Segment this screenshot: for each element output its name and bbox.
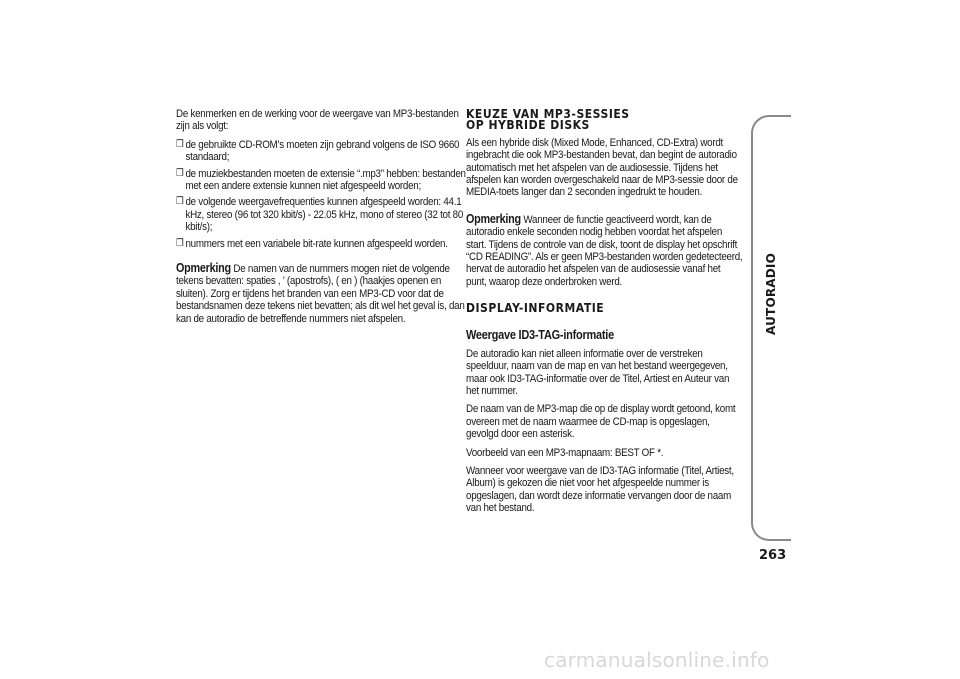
note-text: De namen van de nummers mogen niet de volgende tekens bevatten: spaties , ' (apostrofs), ( en ) (haakjes openen en sluiten). Zorg er tijdens het branden van een MP3-CD voor dat de bestandsnamen deze tekens niet bevatten; als dit wel het geval is, dan kan de autoradio de betreffende nummers niet afspelen. <box>176 263 465 325</box>
page-number: 263 <box>759 548 787 563</box>
heading-line-2: OP HYBRIDE DISKS <box>466 117 590 133</box>
watermark: carmanualsonline.info <box>544 648 770 672</box>
checkbox-bullet-icon: ❒ <box>176 237 184 249</box>
section-tab-label: AUTORADIO <box>764 252 778 335</box>
list-item-text: nummers met een variabele bit-rate kunnen afgespeeld worden. <box>185 237 448 250</box>
paragraph-id3-info: De autoradio kan niet alleen informatie over de verstreken speelduur, naam van de map en van het bestand weergegeven, maar ook ID3-TAG-informatie over de Titel, Artiest en Auteur van het nummer. <box>466 347 730 397</box>
note-lead: Opmerking <box>466 211 521 226</box>
checkbox-bullet-icon: ❒ <box>176 167 184 179</box>
list-item <box>176 238 467 250</box>
subheading-id3-tag: Weergave ID3-TAG-informatie <box>466 326 614 342</box>
left-column <box>176 108 467 331</box>
list-item-text: de muziekbestanden moeten de extensie “.mp3” hebben: bestanden met een andere extensie kunnen niet afgespeeld worden; <box>185 167 466 193</box>
right-column <box>466 108 743 521</box>
note-lead: Opmerking <box>176 261 231 276</box>
list-item-text: de volgende weergavefrequenties kunnen afgespeeld worden: 44.1 kHz, stereo (96 tot 320 kbit/s) - 22.05 kHz, mono of stereo (32 tot 80 kbit/s); <box>185 196 464 234</box>
checkbox-bullet-icon: ❒ <box>176 196 184 208</box>
note-paragraph <box>466 213 743 288</box>
intro-paragraph: De kenmerken en de werking voor de weergave van MP3-bestanden zijn als volgt: <box>176 108 459 133</box>
list-item <box>176 196 467 233</box>
checkbox-bullet-icon: ❒ <box>176 138 184 150</box>
list-item <box>176 168 467 193</box>
heading-line-1: KEUZE VAN MP3-SESSIES <box>466 106 630 121</box>
section-heading-mp3-sessions <box>466 108 743 131</box>
note-paragraph <box>176 262 467 325</box>
paragraph-example: Voorbeeld van een MP3-mapnaam: BEST OF *. <box>466 446 664 459</box>
list-item <box>176 139 467 164</box>
paragraph-folder-name: De naam van de MP3-map die op de display wordt getoond, komt overeen met de naam waarmee de CD-map is opgeslagen, gevolgd door een asterisk. <box>466 403 736 441</box>
list-item-text: de gebruikte CD-ROM’s moeten zijn gebrand volgens de ISO 9660 standaard; <box>185 138 460 164</box>
paragraph-hybrid-disk: Als een hybride disk (Mixed Mode, Enhanced, CD-Extra) wordt ingebracht die ook MP3-bestanden bevat, dan begint de autoradio automatisch met het afspelen van de audiosessie. Tijdens het afspelen kan worden overgeschakeld naar de MP3-sessie door de MEDIA-toets langer dan 2 seconden ingedrukt te houden. <box>466 136 738 199</box>
paragraph-fallback: Wanneer voor weergave van de ID3-TAG informatie (Titel, Artiest, Album) is gekozen die niet voor het afgespeelde nummer is opgeslagen, dan wordt deze informatie vervangen door de naam van het bestand. <box>466 464 734 515</box>
note-text: Wanneer de functie geactiveerd wordt, kan de autoradio enkele seconden nodig hebben voordat het afspelen start. Tijdens de controle van de disk, toont de display het opschrift “CD READING”. Als er geen MP3-bestanden worden gedetecteerd, hervat de autoradio het afspelen van de audiosessie vanaf het punt, waarop deze onderbroken werd. <box>466 213 743 288</box>
section-heading-display-info: DISPLAY-INFORMATIE <box>466 300 605 316</box>
